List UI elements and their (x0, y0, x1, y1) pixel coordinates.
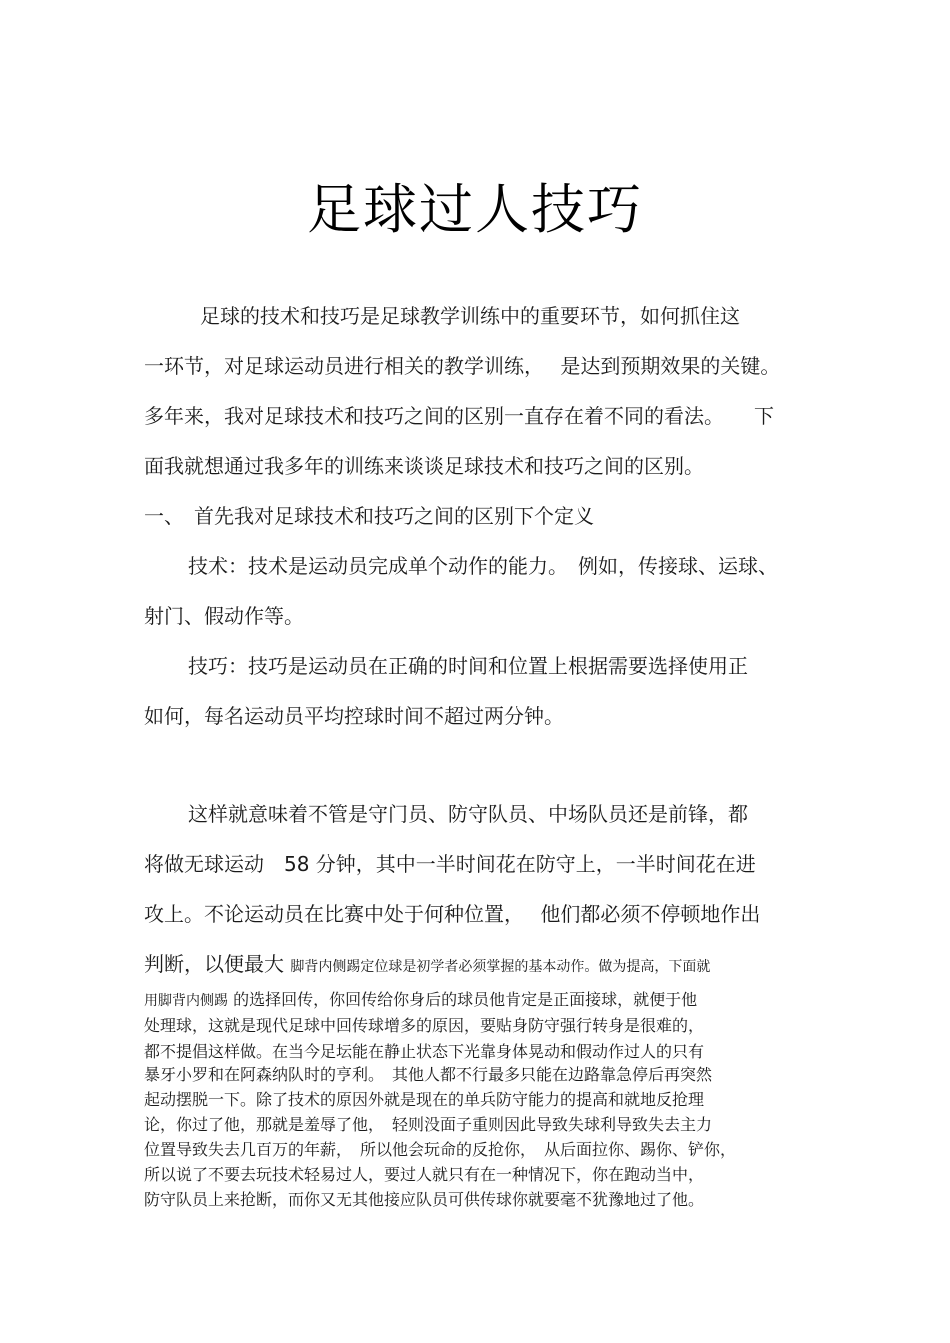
paragraph-line: 暴牙小罗和在阿森纳队时的亨利。 其他人都不行最多只能在边路靠急停后再突然 (144, 1065, 713, 1084)
paragraph-line: 都不提倡这样做。在当今足坛能在静止状态下光靠身体晃动和假动作过人的只有 (144, 1042, 705, 1061)
paragraph-line: 面我就想通过我多年的训练来谈谈足球技术和技巧之间的区别。 (144, 454, 704, 478)
paragraph-line: 如何，每名运动员平均控球时间不超过两分钟。 (144, 704, 564, 728)
line-segment-small: 用脚背内侧踢 (144, 993, 228, 1009)
section-heading: 一、 首先我对足球技术和技巧之间的区别下个定义 (144, 504, 594, 528)
line-segment-small: 脚背内侧踢定位球是初学者必须掌握的基本动作。做为提高，下面就 (290, 959, 711, 975)
paragraph-line: 射门、假动作等。 (144, 604, 304, 628)
line-segment: 判断，以便最大 (144, 952, 284, 976)
paragraph-line: 足球的技术和技巧是足球教学训练中的重要环节，如何抓住这 (200, 304, 740, 328)
paragraph-line: 将做无球运动 58 分钟，其中一半时间花在防守上，一半时间花在进 (144, 852, 756, 876)
paragraph-line: 技巧：技巧是运动员在正确的时间和位置上根据需要选择使用正 (188, 654, 748, 678)
paragraph-line: 技术：技术是运动员完成单个动作的能力。 例如，传接球、运球、 (188, 554, 778, 578)
paragraph-line: 处理球，这就是现代足球中回传球增多的原因，要贴身防守强行转身是很难的， (144, 1016, 705, 1035)
paragraph-line (144, 951, 710, 980)
paragraph-line: 位置导致失去几百万的年薪， 所以他会玩命的反抢你， 从后面拉你、踢你、铲你， (144, 1140, 737, 1159)
paragraph-line: 起动摆脱一下。除了技术的原因外就是现在的单兵防守能力的提高和就地反抢理 (144, 1090, 705, 1109)
paragraph-line: 所以说了不要去玩技术轻易过人，要过人就只有在一种情况下，你在跑动当中， (144, 1165, 705, 1184)
paragraph-line: 一环节，对足球运动员进行相关的教学训练， 是达到预期效果的关键。 (144, 354, 781, 378)
paragraph-line: 这样就意味着不管是守门员、防守队员、中场队员还是前锋，都 (188, 802, 748, 826)
paragraph-line (144, 989, 697, 1012)
line-segment: 的选择回传，你回传给你身后的球员他肯定是正面接球，就便于他 (233, 990, 698, 1009)
paragraph-line: 多年来，我对足球技术和技巧之间的区别一直存在着不同的看法。 下 (144, 404, 774, 428)
paragraph-line: 防守队员上来抢断，而你又无其他接应队员可供传球你就要毫不犹豫地过了他。 (144, 1190, 705, 1209)
paragraph-line: 攻上。不论运动员在比赛中处于何种位置， 他们都必须不停顿地作出 (144, 902, 761, 926)
document-title: 足球过人技巧 (307, 178, 643, 241)
paragraph-line: 论，你过了他，那就是羞辱了他， 轻则没面子重则因此导致失球利导致失去主力 (144, 1115, 713, 1134)
